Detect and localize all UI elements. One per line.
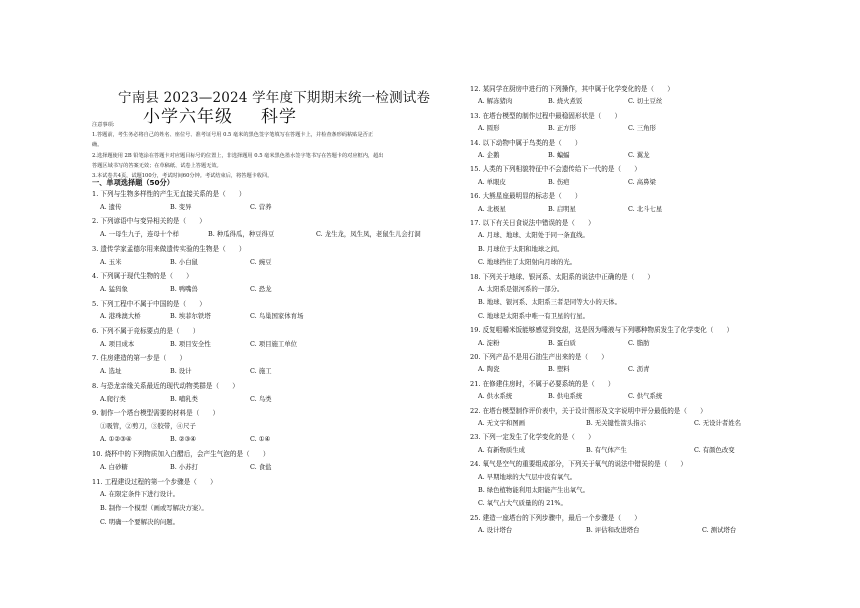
answer-option: C. ①④ [250,434,271,443]
answer-option: C. 施工 [250,367,272,376]
answer-option: A. 遗传 [100,202,122,211]
answer-option: B. 地球、银河系、太阳系三者是同等大小的天体。 [478,298,621,307]
answer-option: B. 无关键性箭头指示 [586,419,646,427]
answer-option: B. 正方形 [548,124,576,133]
answer-option: B. 制作一个模型（画或写解决方案）。 [100,504,208,513]
answer-option: B. 小白鼠 [170,257,198,266]
note-line: 注意事项: [92,122,115,128]
question-text: 8. 与恐龙亲缘关系最近的现代动物类群是（ ） [92,381,239,390]
answer-option: B. 埃菲尔铁塔 [170,312,211,321]
answer-option: B. 有气体产生 [586,445,627,454]
answer-option: C. 豌豆 [250,257,272,266]
subject-label: 科学 [261,107,297,127]
answer-option: C. 供气系统 [628,392,663,401]
answer-option: A. 月球、地球、太阳处于同一条直线。 [478,231,589,240]
answer-option: A. 北极星 [478,204,506,213]
question-text: 15. 人类的下列相貌特征中不会遗传给下一代的是（ ） [470,165,641,174]
answer-option: B. 鸭嘴兽 [170,284,198,293]
question-text: 4. 下列属于现代生物的是（ ） [92,272,193,281]
answer-option: A. 玉米 [100,257,122,266]
answer-option: A. 供水系统 [478,392,513,401]
answer-option: A. 早期地球的大气层中没有氧气。 [478,472,577,481]
answer-option: A. 陶瓷 [478,365,500,374]
answer-option: B. ②③④ [170,434,196,443]
answer-option: B. 伤疤 [548,177,570,186]
section-heading: 一、单项选择题（50分） [92,178,174,187]
answer-option: B. 启明星 [548,204,576,213]
answer-option: B. 评估和改进塔台 [586,526,640,535]
answer-option: B. 塑料 [548,365,570,374]
answer-options [478,311,589,320]
question-text: 25. 建造一座塔台的下列步骤中，最后一个步骤是（ ） [470,513,641,522]
answer-option: A.爬行类 [100,394,126,403]
answer-option: C. 食盐 [250,463,272,471]
answer-option: A. 选址 [100,367,122,376]
answer-option: C. 切土豆丝 [628,97,663,106]
answer-option: B. 设计 [170,367,192,376]
answer-option: A. 猛犸象 [100,284,128,293]
answer-options [478,297,621,306]
answer-options [478,284,563,293]
exam-title: 宁南县 2023—2024 学年度下期期末统一检测试卷 [118,90,431,106]
answer-options [478,257,576,266]
question-text: 11. 工程建设过程的第一个步骤是（ ） [92,477,217,486]
answer-option: C. 项目施工单位 [250,339,298,348]
answer-options [478,485,589,494]
answer-option: C. 有颜色改变 [694,445,735,454]
note-line: 1.答题前，考生务必将自己的姓名、座位号、准考证号用 0.5 毫米的黑色签字笔填写在答题卡上，并检查条形码粘贴是否正 [92,132,374,139]
answer-option: C. 北斗七星 [628,204,663,213]
answer-option: B. 月球位于太阳和地球之间。 [478,244,564,253]
note-line: 3.本试卷共4页，试题100分，考试时间60分钟。考试结束后，将答题卡收回。 [92,173,273,180]
answer-option: A. 解冻猪肉 [478,97,513,106]
answer-option: A. 项目成本 [100,339,135,348]
question-text: 14. 以下动物中属于鸟类的是（ ） [470,138,582,147]
answer-option: A. 淀粉 [478,338,500,347]
question-text: 20. 下列产品不是用石油生产出来的是（ ） [470,353,608,361]
answer-option: B. 哺乳类 [170,394,198,403]
answer-option: C. 翼龙 [628,151,650,159]
answer-options [478,230,589,239]
answer-option: C. 明确一个要解决的问题。 [100,517,180,526]
answer-option: A. 无文字和图画 [478,419,526,427]
answer-option: C. 三角形 [628,124,656,133]
answer-option: C. 地球是太阳系中唯一有卫星的行星。 [478,311,589,320]
answer-option: B. 烧火煮饭 [548,97,583,106]
question-text: 5. 下列工程中不属于中国的是（ ） [92,299,206,308]
answer-option: C. 氧气占大气质量的的 21%。 [478,499,567,508]
answer-options [100,489,179,498]
question-text: 22. 在塔台模型制作评价表中，关于设计图形及文字说明中评分最低的是（ ） [470,406,707,415]
question-text: 17. 以下有关日食说法中错误的是（ ） [470,219,595,227]
answer-option: A. 白砂糖 [100,463,128,471]
answer-option: C. 脂肪 [628,338,650,347]
answer-options [478,472,576,481]
answer-option: A. 港珠澳大桥 [100,312,141,321]
question-text: 21. 在修建住房时，不属于必要系统的是（ ） [470,379,615,388]
answer-option: C. 营养 [250,202,272,211]
answer-options [478,244,563,253]
question-text: 16. 大熊星座最明显的标志是（ ） [470,192,582,201]
answer-option: ①吸管，②剪刀，③胶带，④尺子 [100,421,196,430]
answer-option: C. 无设计者姓名 [694,419,742,427]
answer-option: A. 在限定条件下进行设计。 [100,490,179,499]
answer-option: B. 蛋白质 [548,338,576,347]
question-text: 6. 下列不属于竞标要点的是（ ） [92,327,200,335]
exam-notes [92,120,448,181]
answer-option: A. 太阳系是银河系的一部分。 [478,285,564,293]
answer-option: C. 地球挡住了太阳射向月球的光。 [478,258,577,267]
answer-option: A. 有新物质生成 [478,445,526,454]
answer-option: C. 龙生龙，凤生凤，老鼠生儿会打洞 [316,230,421,239]
answer-option: B. 种瓜得瓜，种豆得豆 [208,230,275,239]
question-text: 10. 烧杯中的下列物质加入白醋后，会产生气泡的是（ ） [92,450,270,459]
answer-option: B. 项目安全性 [170,339,211,348]
question-text: 18. 下列关于地球、银河系、太阳系的说法中正确的是（ ） [470,272,655,281]
answer-option: A. 单眼皮 [478,177,506,186]
answer-options [100,517,179,526]
answer-option: A. 企鹅 [478,151,500,159]
answer-option: B. 供电系统 [548,392,583,401]
question-text: 2. 下列谚语中与变异相关的是（ ） [92,217,206,226]
answer-option: B. 绿色植物能利用太阳能产生出氧气。 [478,486,590,494]
question-text: 3. 遗传学家孟德尔用来做遗传实验的生物是（ ） [92,244,246,253]
answer-options [478,498,567,507]
answer-option: B. 变异 [170,202,192,211]
answer-option: A. ①②③④ [100,434,132,443]
question-text: 13. 在塔台模型的制作过程中最稳固形状是（ ） [470,111,622,120]
answer-options [100,421,196,430]
answer-options [100,503,208,512]
note-line: 答题区域书写的答案无效；在草稿纸、试卷上答题无效。 [92,162,222,169]
answer-option: B. 蝙蝠 [548,151,570,159]
answer-option: A. 圆形 [478,124,500,133]
grade-label: 小学六年级 [143,107,233,127]
answer-option: A. 一母生九子，连母十个样 [100,230,179,239]
question-text: 1. 下列与生物多样性的产生无直接关系的是（ ） [92,190,246,198]
answer-option: C. 鸟巢国家体育场 [250,312,304,321]
answer-option: C. 测试塔台 [702,526,737,535]
answer-option: C. 高鼻梁 [628,177,656,186]
note-line: 2.选择题使用 2B 铅笔涂在答题卡对应题目标号的位置上，非选择题用 0.5 毫米黑色墨水签字笔书写在答题卡的对应框内，超出 [92,152,384,159]
question-text: 19. 反复咀嚼米饭能够感觉到变甜，这是因为唾液与下列哪种物质发生了化学变化（ ） [470,326,734,335]
note-line: 确。 [92,142,103,149]
answer-option: C. 恐龙 [250,284,272,293]
answer-option: C. 沥青 [628,365,650,374]
answer-option: C. 鸟类 [250,394,272,403]
question-text: 7. 住房建造的第一步是（ ） [92,354,187,363]
question-text: 9. 制作一个塔台模型需要的材料是（ ） [92,409,220,418]
answer-option: A. 设计塔台 [478,526,513,535]
question-text: 12. 某同学在厨房中进行的下列操作，其中属于化学变化的是（ ） [470,85,674,93]
question-text: 24. 氧气是空气的重要组成部分，下列关于氧气的说法中错误的是（ ） [470,460,687,469]
question-text: 23. 下列一定发生了化学变化的是（ ） [470,433,595,442]
answer-option: B. 小苏打 [170,463,198,471]
